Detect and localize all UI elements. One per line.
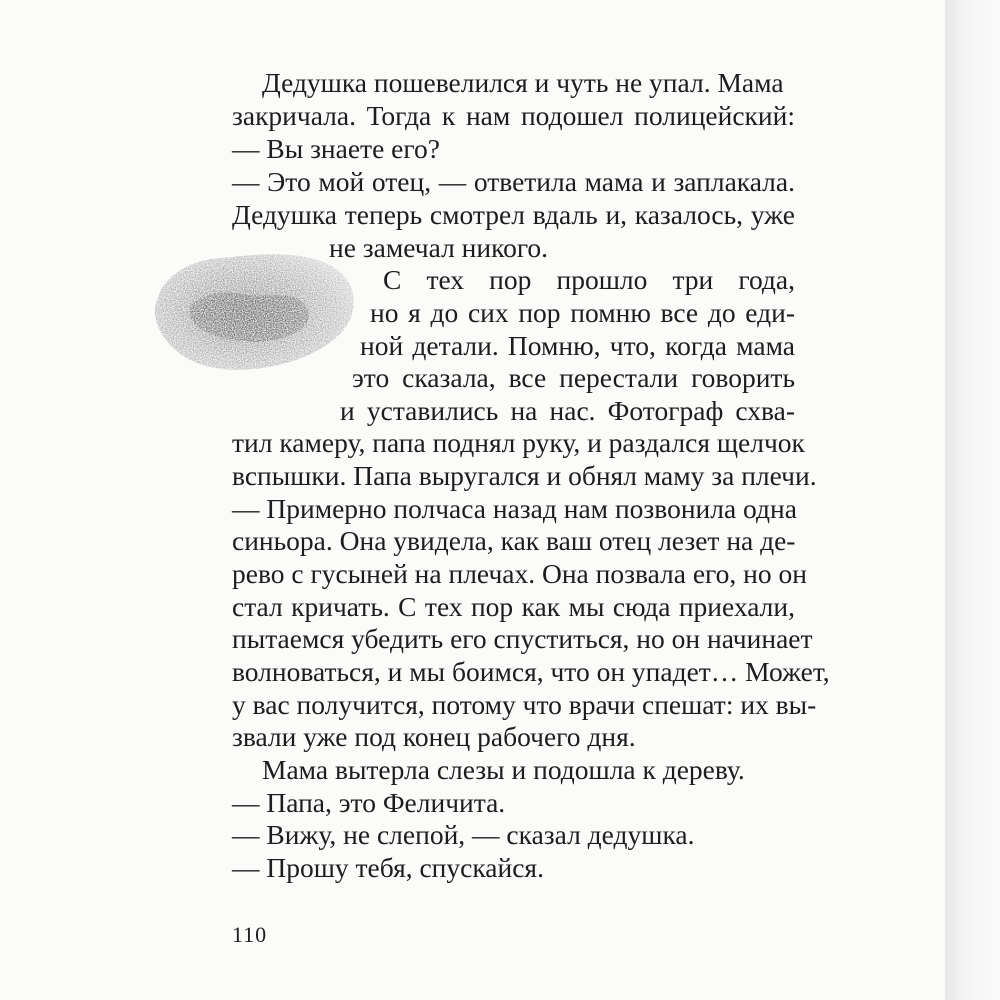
text-line: звали уже под конец рабочего дня. (232, 721, 636, 752)
text-line: это сказала, все перестали говорить (352, 362, 795, 393)
text-line: но я до сих пор помню все до еди- (370, 297, 795, 328)
text-line: — Вы знаете его? (232, 133, 440, 164)
text-line: — Вижу, не слепой, — сказал дедушка. (232, 819, 695, 850)
text-line: — Папа, это Феличита. (232, 787, 506, 818)
text-line: рево с гусыней на плечах. Она позвала его, но он (232, 558, 807, 589)
text-line: Дедушка пошевелился и чуть не упал. Мама (262, 67, 784, 98)
text-line: не замечал никого. (329, 232, 549, 263)
text-line: стал кричать. С тех пор как мы сюда приехали, (232, 591, 795, 622)
text-line: и уставились на нас. Фотограф схва- (340, 395, 795, 426)
text-line: Дедушка теперь смотрел вдаль и, казалось, уже (232, 199, 795, 230)
text-line: волноваться, и мы боимся, что он упадет… Может, (232, 656, 830, 687)
text-line: пытаемся убедить его спуститься, но он начинает (232, 623, 813, 654)
page-gutter-shadow (945, 0, 1000, 1000)
text-line: закричала. Тогда к нам подошел полицейский: (232, 100, 795, 131)
text-line: вспышки. Папа выругался и обнял маму за плечи. (232, 460, 817, 491)
text-line: синьора. Она увидела, как ваш отец лезет на де- (232, 525, 796, 556)
text-line: — Примерно полчаса назад нам позвонила одна (232, 493, 797, 524)
text-line: — Это мой отец, — ответила мама и заплакала. (232, 166, 795, 197)
text-line: С тех пор прошло три года, (383, 264, 795, 295)
text-line: Мама вытерла слезы и подошла к дереву. (262, 754, 745, 785)
stone-illustration (150, 246, 360, 376)
text-line: у вас получится, потому что врачи спешат: их вы- (232, 689, 817, 720)
text-line: тил камеру, папа поднял руку, и раздался щелчок (232, 427, 805, 458)
text-line: — Прошу тебя, спускайся. (232, 852, 544, 883)
page-number: 110 (232, 922, 268, 947)
text-line: ной детали. Помню, что, когда мама (360, 330, 795, 361)
